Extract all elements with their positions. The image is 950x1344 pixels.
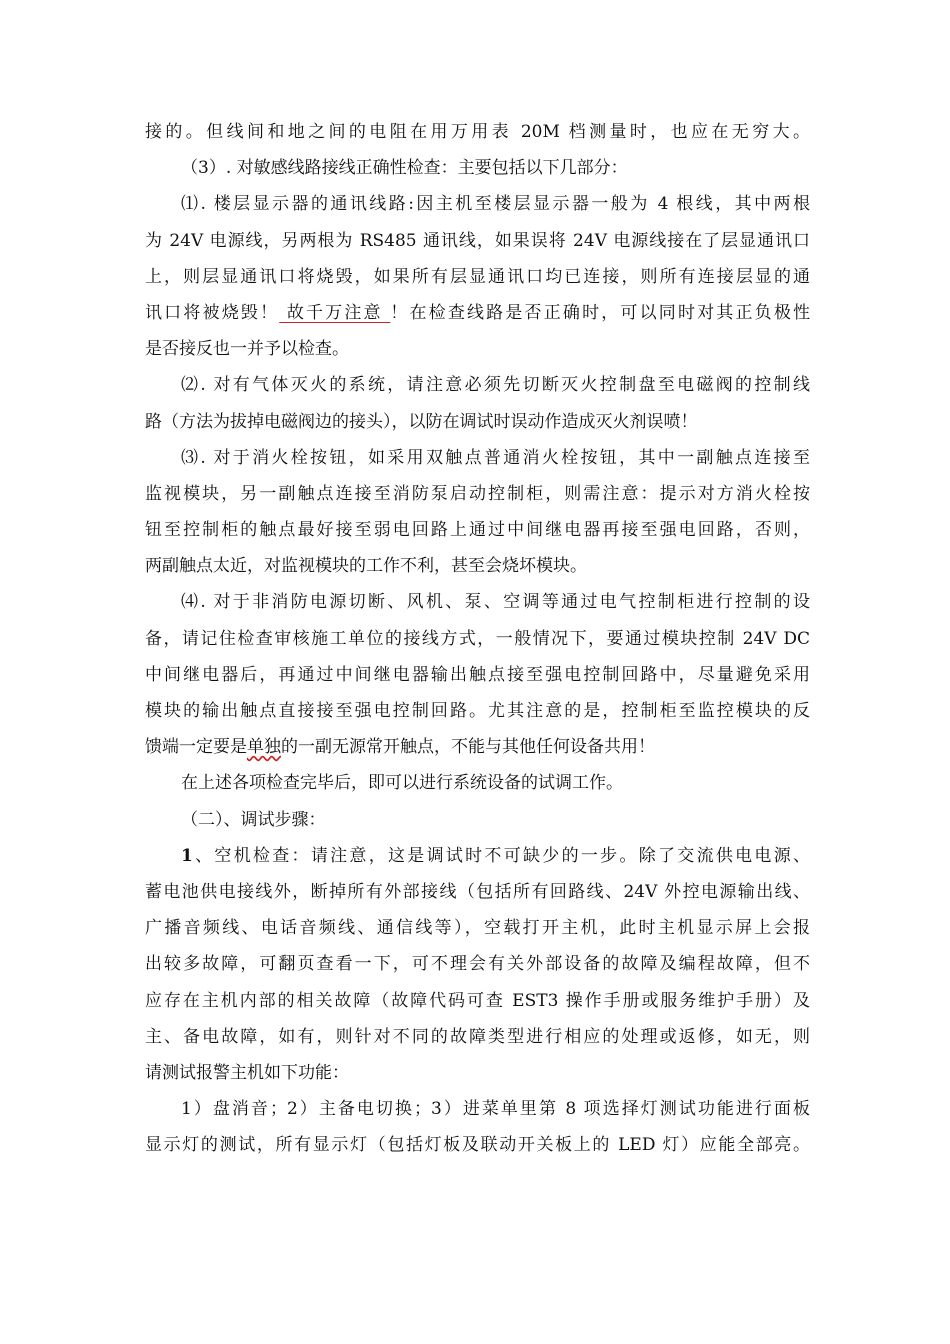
text-line: 广播音频线、电话音频线、通信线等），空载打开主机，此时主机显示屏上会报 <box>145 918 810 939</box>
text-line: 两副触点太近，对监视模块的工作不利，甚至会烧坏模块。 <box>145 556 587 577</box>
text-line: 监视模块，另一副触点连接至消防泵启动控制柜，则需注意：提示对方消火栓按 <box>145 483 810 504</box>
text-line: 中间继电器后，再通过中间继电器输出触点接至强电控制回路中，尽量避免采用 <box>145 664 810 685</box>
text-line: 接的。但线间和地之间的电阻在用万用表 20M 档测量时，也应在无穷大。 <box>145 122 810 142</box>
text-line: 应存在主机内部的相关故障（故障代码可查 EST3 操作手册或服务维护手册）及 <box>145 990 810 1011</box>
document-body <box>145 114 810 1163</box>
section-heading-2: （二）、调试步骤： <box>181 809 326 830</box>
text-segment: 、空机检查：请注意，这是调试时不可缺少的一步。除了交流供电电源、 <box>192 845 810 866</box>
item-3-line: ⑶. 对于消火栓按钮，如采用双触点普通消火栓按钮，其中一副触点连接至 <box>181 447 810 468</box>
step-number: 1 <box>181 845 193 866</box>
text-line <box>145 729 810 765</box>
text-line: 钮至控制柜的触点最好接至弱电回路上通过中间继电器再接至强电回路，否则， <box>145 520 810 541</box>
text-line: 蓄电池供电接线外，断掉所有外部接线（包括所有回路线、24V 外控电源输出线、 <box>145 881 810 902</box>
section-heading-3: （3）. 对敏感线路接线正确性检查：主要包括以下几部分： <box>181 158 628 179</box>
item-2-line: ⑵. 对有气体灭火的系统，请注意必须先切断灭火控制盘至电磁阀的控制线 <box>181 375 810 396</box>
text-line: 模块的输出触点直接接至强电控制回路。尤其注意的是，控制柜至监控模块的反 <box>145 701 810 721</box>
step-1-line <box>145 838 810 874</box>
text-line: 路（方法为拔掉电磁阀边的接头），以防在调试时误动作造成灭火剂误喷！ <box>145 411 698 432</box>
spellcheck-highlight: 单独 <box>247 737 281 758</box>
item-4-line: ⑷. 对于非消防电源切断、风机、泵、空调等通过电气控制柜进行控制的设 <box>181 592 810 613</box>
function-list-line: 1）盘消音；2）主备电切换；3）进菜单里第 8 项选择灯测试功能进行面板 <box>181 1099 810 1120</box>
text-segment: 馈端一定要是 <box>145 737 247 758</box>
text-line: 为 24V 电源线，另两根为 RS485 通讯线，如果误将 24V 电源线接在了层显通讯口 <box>145 230 810 251</box>
text-line: 出较多故障，可翻页查看一下，可不理会有关外部设备的故障及编程故障，但不 <box>145 954 810 975</box>
item-1-line: ⑴. 楼层显示器的通讯线路:因主机至楼层显示器一般为 4 根线，其中两根 <box>181 194 810 215</box>
text-line: 主、备电故障，如有，则针对不同的故障类型进行相应的处理或返修，如无，则 <box>145 1026 810 1047</box>
text-segment: 的一副无源常开触点，不能与其他任何设备共用！ <box>281 737 655 758</box>
text-segment: ！在检查线路是否正确时，可以同时对其正负极性 <box>390 302 811 323</box>
text-line: 请测试报警主机如下功能： <box>145 1062 349 1083</box>
text-line <box>145 295 810 331</box>
text-line: 是否接反也一并予以检查。 <box>145 339 349 360</box>
text-line: 显示灯的测试，所有显示灯（包括灯板及联动开关板上的 LED 灯）应能全部亮。 <box>145 1135 810 1156</box>
text-line: 在上述各项检查完毕后，即可以进行系统设备的试调工作。 <box>181 773 623 794</box>
text-segment: 讯口将被烧毁！ <box>145 302 280 323</box>
text-line: 上，则层显通讯口将烧毁，如果所有层显通讯口均已连接，则所有连接层显的通 <box>145 266 810 287</box>
warning-highlight: 故千万注意 <box>279 302 391 323</box>
text-line: 备，请记住检查审核施工单位的接线方式，一般情况下，要通过模块控制 24V DC <box>145 628 810 649</box>
